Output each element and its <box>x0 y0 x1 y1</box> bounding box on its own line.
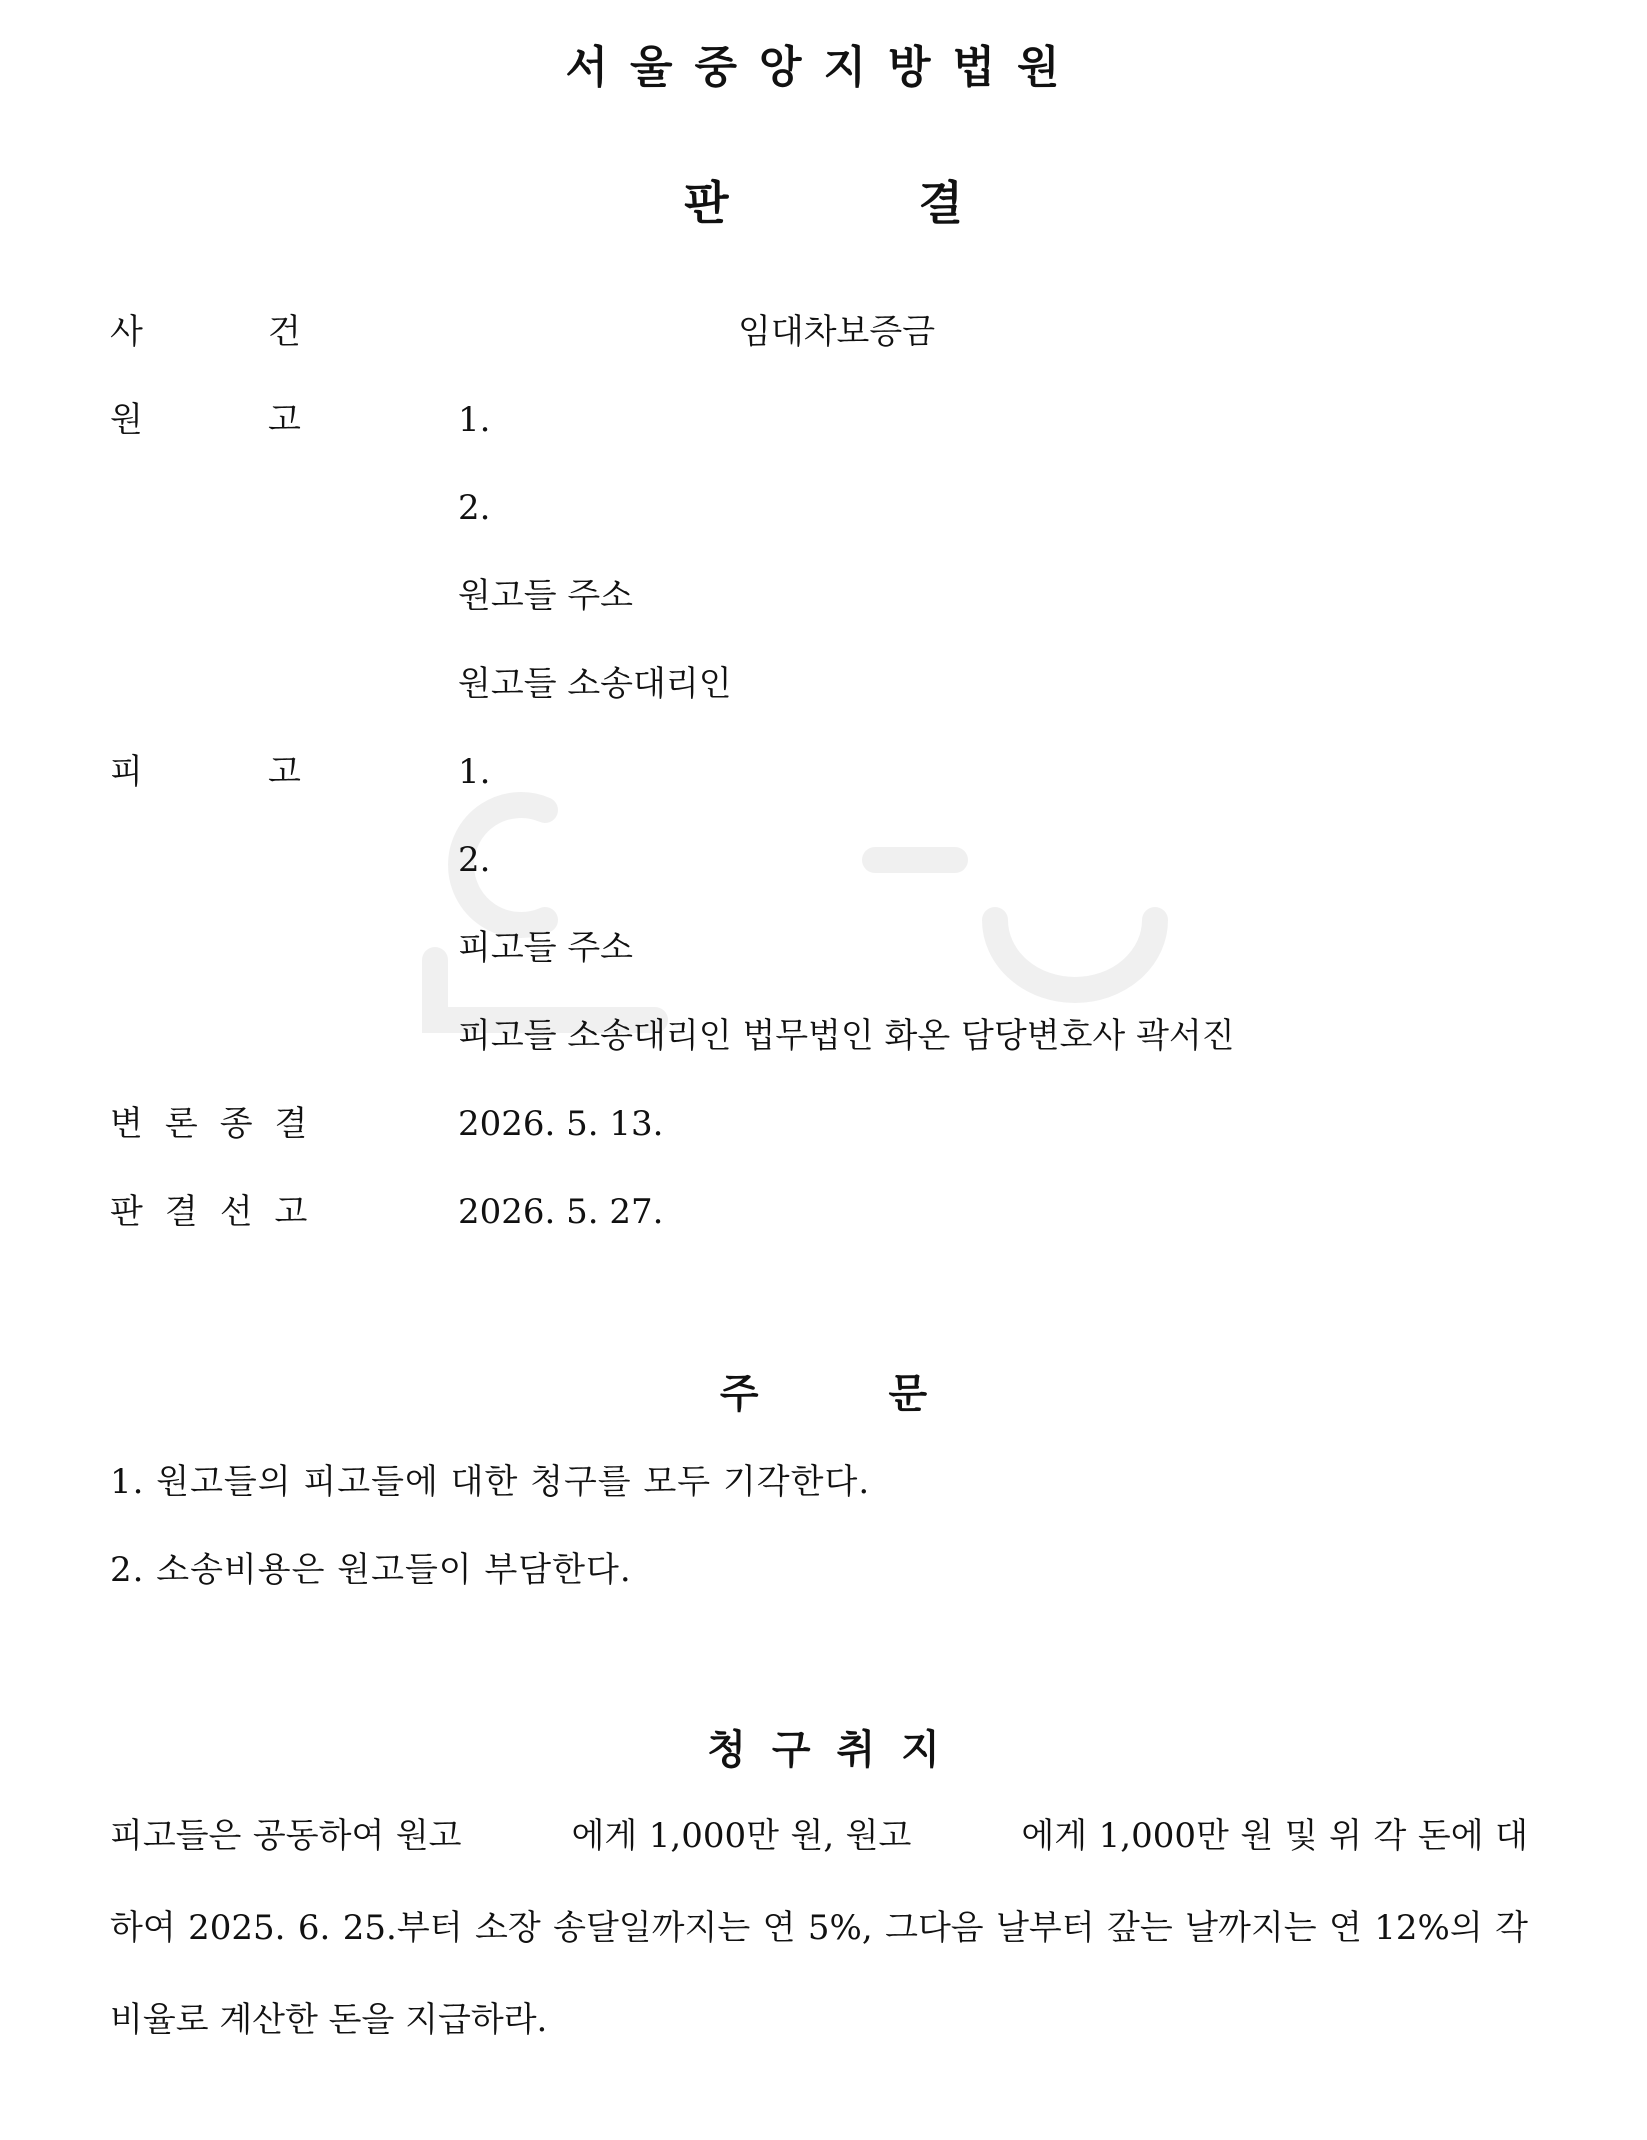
document-title: 판결 <box>684 176 1153 230</box>
case-value: 임대차보증금 <box>738 312 936 352</box>
case-label-second: 건 <box>268 312 301 352</box>
defendant-item-1: 1. <box>458 752 491 792</box>
plaintiff-item-1: 1. <box>458 400 491 440</box>
defendant-row-1 <box>0 744 1647 800</box>
plaintiff-label-first: 원 <box>110 400 143 440</box>
plaintiff-item-2: 2. <box>458 488 491 528</box>
judgment-date-row <box>0 1184 1647 1240</box>
plaintiff-row-1 <box>0 392 1647 448</box>
order-item-1: 1. 원고들의 피고들에 대한 청구를 모두 기각한다. <box>110 1462 871 1502</box>
plaintiff-attorney-row <box>0 656 1647 712</box>
plaintiff-label-second: 고 <box>268 400 301 440</box>
claim-heading: 청구취지 <box>707 1727 966 1773</box>
order-heading: 주문 <box>719 1371 1058 1417</box>
defendant-row-2 <box>0 832 1647 888</box>
claim-text-part-1: 피고들은 공동하여 원고 <box>110 1816 462 1856</box>
defendant-label-second: 고 <box>268 752 301 792</box>
defendant-attorney: 피고들 소송대리인 법무법인 화온 담당변호사 곽서진 <box>458 1016 1235 1056</box>
defendant-label-first: 피 <box>110 752 143 792</box>
defendant-address-row <box>0 920 1647 976</box>
plaintiff-address: 원고들 주소 <box>458 576 634 616</box>
case-row <box>0 304 1647 360</box>
hearing-closed-row <box>0 1096 1647 1152</box>
defendant-item-2: 2. <box>458 840 491 880</box>
hearing-closed-date: 2026. 5. 13. <box>458 1104 664 1144</box>
plaintiff-address-row <box>0 568 1647 624</box>
plaintiff-attorney: 원고들 소송대리인 <box>458 664 732 704</box>
defendant-address: 피고들 주소 <box>458 928 634 968</box>
defendant-attorney-row <box>0 1008 1647 1064</box>
claim-text-part-3: 에게 1,000만 원 및 위 각 돈에 대하여 2025. 6. 25.부터 소장 송달일까지는 연 5%, 그다음 날부터 갚는 날까지는 연 12%의 각 비율로 계산한 돈을 지급하라. <box>110 1816 1528 2040</box>
claim-paragraph <box>110 1790 1528 2066</box>
judgment-date-label: 판결선고 <box>110 1192 330 1232</box>
court-name: 서울중앙지방법원 <box>565 42 1082 93</box>
plaintiff-row-2 <box>0 480 1647 536</box>
claim-text-part-2: 에게 1,000만 원, 원고 <box>571 1816 912 1856</box>
case-label-first: 사 <box>110 312 143 352</box>
order-item-2: 2. 소송비용은 원고들이 부담한다. <box>110 1550 632 1590</box>
judgment-date-value: 2026. 5. 27. <box>458 1192 664 1232</box>
hearing-closed-label: 변론종결 <box>110 1104 330 1144</box>
